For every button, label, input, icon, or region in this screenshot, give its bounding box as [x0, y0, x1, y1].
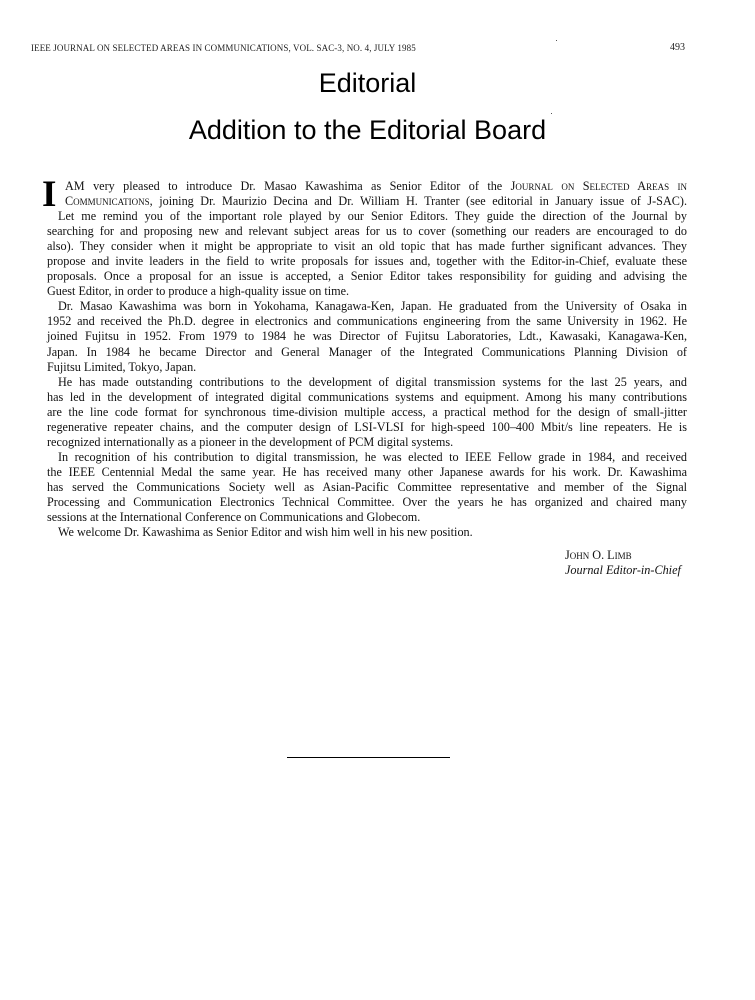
body-line: We welcome Dr. Kawashima as Senior Editor and wish him well in his new position.: [58, 525, 473, 540]
body-line: regenerative repeater chains, and the computer design of LSI-VLSI for high-speed 100–400 Mbit/s line repeaters. He is: [47, 419, 687, 434]
article-headline: Addition to the Editorial Board: [188, 115, 547, 145]
body-line: the IEEE Centennial Medal the same year. He has received many other Japanese awards for his work. Dr. Kawashima: [47, 464, 687, 479]
signature-block: [565, 548, 681, 578]
section-title: Editorial: [318, 68, 417, 98]
small-caps-text: Communications: [65, 194, 150, 209]
body-line: Let me remind you of the important role played by our Senior Editors. They guide the direction of the Journal by: [58, 209, 687, 224]
drop-cap: I: [42, 174, 57, 215]
body-line: Processing and Communication Electronics Technical Committee. Over the years he has organized and chaired many: [47, 494, 687, 509]
body-line: also). They consider when it might be appropriate to visit an old topic that has made further significant advances. They: [47, 239, 687, 254]
body-line: has served the Communications Society well as Asian-Pacific Committee representative and member of the Signal: [47, 479, 687, 494]
small-caps-text: Journal on Selected Areas in: [510, 179, 688, 193]
body-line: He has made outstanding contributions to the development of digital transmission systems for the last 25 years, and: [58, 374, 687, 389]
body-line: Communications, joining Dr. Maurizio Decina and Dr. William H. Tranter (see editorial in January issue of J-SAC).: [65, 194, 687, 209]
body-line: AM very pleased to introduce Dr. Masao Kawashima as Senior Editor of the Journal on Selected Areas in: [65, 179, 688, 193]
author-role: Journal Editor-in-Chief: [565, 563, 681, 577]
body-line: Fujitsu Limited, Tokyo, Japan.: [47, 359, 197, 374]
body-line: Japan. In 1984 he became Director and General Manager of the Integrated Communications Planning Division of: [47, 344, 687, 359]
footer-rule: [287, 757, 450, 758]
body-line: In recognition of his contribution to digital transmission, he was elected to IEEE Fellow grade in 1984, and received: [58, 449, 687, 464]
body-line: searching for and proposing new and relevant subject areas for us to cover (something our readers are encouraged to do: [47, 224, 687, 239]
body-line: propose and invite leaders in the field to write proposals for issues and, together with the Editor-in-Chief, evaluate these: [47, 254, 687, 269]
scan-speck: [551, 113, 552, 114]
body-line: Guest Editor, in order to produce a high-quality issue on time.: [47, 284, 350, 299]
body-line: proposals. Once a proposal for an issue is accepted, a Senior Editor takes responsibility for guiding and advising the: [47, 269, 687, 284]
body-line: are the line code format for synchronous time-division multiple access, a practical method for the design of small-jitter: [47, 404, 687, 419]
body-line: joined Fujitsu in 1952. From 1979 to 1984 he was Director of Fujitsu Laboratories, Ldt., Kawasaki, Kanagawa-Ken,: [47, 329, 687, 344]
scan-speck: [556, 40, 557, 41]
page-number: 493: [670, 42, 685, 53]
body-line: Dr. Masao Kawashima was born in Yokohama, Kanagawa-Ken, Japan. He graduated from the University of Osaka in: [58, 299, 687, 314]
author-name: John O. Limb: [565, 548, 632, 562]
body-line: sessions at the International Conference on Communications and Globecom.: [47, 510, 421, 525]
article-body: [42, 174, 688, 540]
body-line: has led in the development of integrated digital communications systems and equipment. Among his many contributions: [47, 389, 687, 404]
running-head: IEEE JOURNAL ON SELECTED AREAS IN COMMUNICATIONS, VOL. SAC-3, NO. 4, JULY 1985: [31, 43, 416, 53]
body-line: 1952 and received the Ph.D. degree in electronics and communications engineering from the same University in 1962. He: [47, 314, 687, 329]
body-line: recognized internationally as a pioneer in the development of PCM digital systems.: [47, 434, 454, 449]
